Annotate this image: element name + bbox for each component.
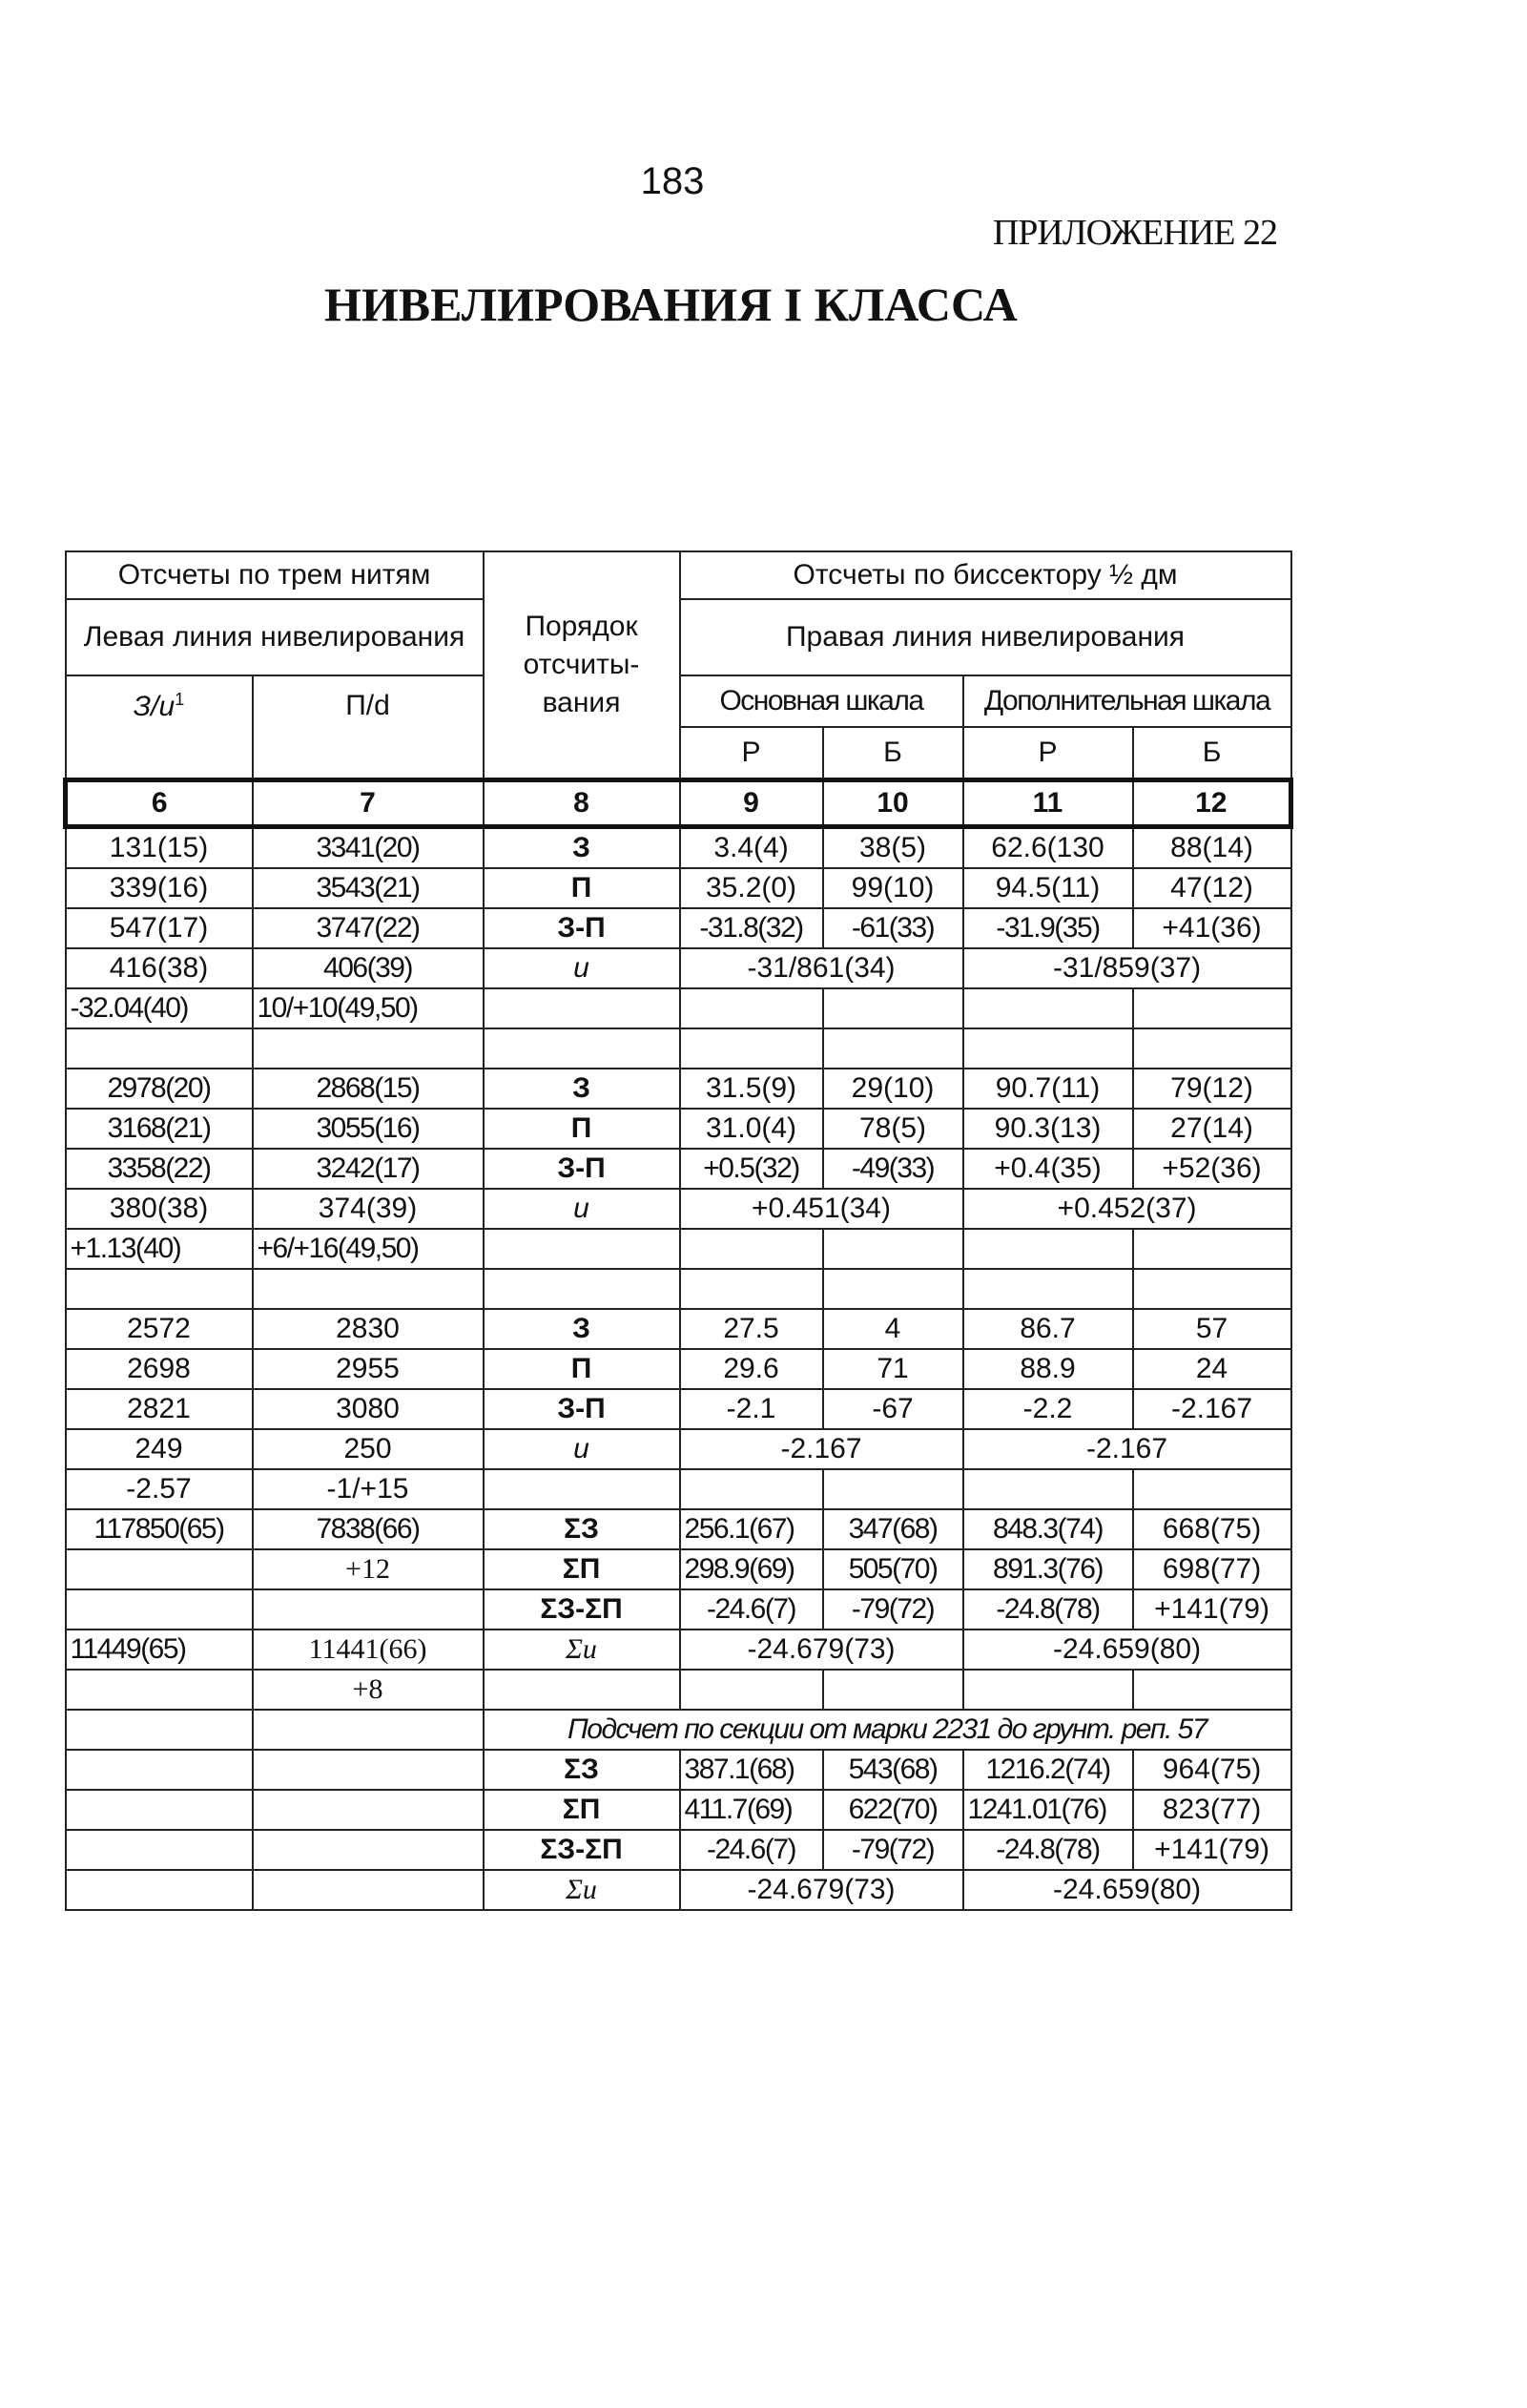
cell-c6: 2698 bbox=[66, 1349, 253, 1389]
table-row bbox=[66, 1309, 1291, 1349]
cell-c6 bbox=[66, 1710, 253, 1750]
section-row bbox=[66, 1830, 1291, 1870]
col-number: 12 bbox=[1133, 780, 1291, 827]
cell-u-main: -2.167 bbox=[680, 1429, 963, 1469]
cell-c6: 339(16) bbox=[66, 868, 253, 908]
cell-c10: 38(5) bbox=[823, 827, 963, 869]
cell-c10: 78(5) bbox=[823, 1109, 963, 1149]
cell-c10: -79(72) bbox=[823, 1589, 963, 1630]
cell-c11: 86.7 bbox=[963, 1309, 1133, 1349]
cell-c8: П bbox=[484, 1109, 680, 1149]
cell-u-extra: -2.167 bbox=[963, 1429, 1291, 1469]
cell-c6: 249 bbox=[66, 1429, 253, 1469]
column-number-row bbox=[66, 780, 1291, 827]
cell-c7 bbox=[253, 1710, 484, 1750]
table-row bbox=[66, 1109, 1291, 1149]
cell-u-extra: -24.659(80) bbox=[963, 1870, 1291, 1910]
col-number: 8 bbox=[484, 780, 680, 827]
cell-c10: 4 bbox=[823, 1309, 963, 1349]
cell-c7 bbox=[253, 1028, 484, 1069]
cell-c12 bbox=[1133, 1469, 1291, 1509]
table-row bbox=[66, 868, 1291, 908]
table-row bbox=[66, 1389, 1291, 1429]
cell-u-main: -24.679(73) bbox=[680, 1870, 963, 1910]
cell-c9: 298.9(69) bbox=[680, 1549, 823, 1589]
cell-c9 bbox=[680, 1229, 823, 1269]
cell-c11: 90.3(13) bbox=[963, 1109, 1133, 1149]
cell-c6: 131(15) bbox=[66, 827, 253, 869]
header-three-threads: Отсчеты по трем нитям bbox=[66, 551, 484, 599]
cell-c7: 11441(66) bbox=[253, 1630, 484, 1670]
cell-c12: +141(79) bbox=[1133, 1589, 1291, 1630]
cell-c9: 411.7(69) bbox=[680, 1790, 823, 1830]
cell-c11: +0.4(35) bbox=[963, 1149, 1133, 1189]
cell-c11 bbox=[963, 1670, 1133, 1710]
cell-c7: +12 bbox=[253, 1549, 484, 1589]
cell-c11: 891.3(76) bbox=[963, 1549, 1133, 1589]
cell-c8 bbox=[484, 1469, 680, 1509]
cell-c10: 622(70) bbox=[823, 1790, 963, 1830]
cell-c8: u bbox=[484, 1189, 680, 1229]
cell-c11: 1216.2(74) bbox=[963, 1750, 1133, 1790]
table-row bbox=[66, 1189, 1291, 1229]
cell-c10: 99(10) bbox=[823, 868, 963, 908]
cell-c12: 698(77) bbox=[1133, 1549, 1291, 1589]
table-row bbox=[66, 1349, 1291, 1389]
cell-c8: ΣП bbox=[484, 1790, 680, 1830]
cell-c10: 543(68) bbox=[823, 1750, 963, 1790]
col-number: 10 bbox=[823, 780, 963, 827]
cell-c9: 31.5(9) bbox=[680, 1069, 823, 1109]
cell-c7: 2868(15) bbox=[253, 1069, 484, 1109]
header-b-extra: Б bbox=[1133, 727, 1291, 780]
cell-c10: -79(72) bbox=[823, 1830, 963, 1870]
cell-c8: ΣЗ-ΣП bbox=[484, 1830, 680, 1870]
cell-c12: 88(14) bbox=[1133, 827, 1291, 869]
cell-c12 bbox=[1133, 1229, 1291, 1269]
cell-c11: -24.8(78) bbox=[963, 1589, 1133, 1630]
cell-c7 bbox=[253, 1830, 484, 1870]
cell-c6 bbox=[66, 1549, 253, 1589]
cell-c7: 3341(20) bbox=[253, 827, 484, 869]
cell-c6 bbox=[66, 1670, 253, 1710]
table-row bbox=[66, 1229, 1291, 1269]
cell-c10: -49(33) bbox=[823, 1149, 963, 1189]
cell-c10 bbox=[823, 1269, 963, 1309]
cell-c10: -67 bbox=[823, 1389, 963, 1429]
cell-c7: 3080 bbox=[253, 1389, 484, 1429]
cell-c7: -1/+15 bbox=[253, 1469, 484, 1509]
cell-c7: 406(39) bbox=[253, 948, 484, 988]
cell-c11: 94.5(11) bbox=[963, 868, 1133, 908]
cell-c8: З-П bbox=[484, 1389, 680, 1429]
cell-c7: +6/+16(49,50) bbox=[253, 1229, 484, 1269]
cell-c11: 90.7(11) bbox=[963, 1069, 1133, 1109]
cell-c9 bbox=[680, 1028, 823, 1069]
cell-c6 bbox=[66, 1870, 253, 1910]
cell-c8: З-П bbox=[484, 1149, 680, 1189]
cell-c8: П bbox=[484, 1349, 680, 1389]
cell-c6: -2.57 bbox=[66, 1469, 253, 1509]
cell-c10: 505(70) bbox=[823, 1549, 963, 1589]
cell-c9 bbox=[680, 1469, 823, 1509]
cell-c6: 2821 bbox=[66, 1389, 253, 1429]
cell-c6 bbox=[66, 1790, 253, 1830]
cell-c8: u bbox=[484, 948, 680, 988]
cell-c12: 964(75) bbox=[1133, 1750, 1291, 1790]
cell-c9: -2.1 bbox=[680, 1389, 823, 1429]
cell-c9: -24.6(7) bbox=[680, 1589, 823, 1630]
leveling-table bbox=[63, 550, 1293, 1911]
table-row bbox=[66, 1469, 1291, 1509]
cell-c8: З bbox=[484, 1309, 680, 1349]
cell-u-extra: -31/859(37) bbox=[963, 948, 1291, 988]
cell-c12: 79(12) bbox=[1133, 1069, 1291, 1109]
cell-c8: ΣП bbox=[484, 1549, 680, 1589]
table-row bbox=[66, 948, 1291, 988]
cell-c8: П bbox=[484, 868, 680, 908]
section-note: Подсчет по секции от марки 2231 до грунт. реп. 57 bbox=[484, 1710, 1291, 1750]
cell-c12: 47(12) bbox=[1133, 868, 1291, 908]
cell-c12: +52(36) bbox=[1133, 1149, 1291, 1189]
cell-c8: З bbox=[484, 1069, 680, 1109]
cell-c7: 7838(66) bbox=[253, 1509, 484, 1549]
cell-c7: 2955 bbox=[253, 1349, 484, 1389]
cell-c10: 71 bbox=[823, 1349, 963, 1389]
table-row bbox=[66, 1429, 1291, 1469]
cell-c7: +8 bbox=[253, 1670, 484, 1710]
cell-c7 bbox=[253, 1790, 484, 1830]
header-b-main: Б bbox=[823, 727, 963, 780]
cell-c9 bbox=[680, 1670, 823, 1710]
cell-c10 bbox=[823, 1028, 963, 1069]
cell-u-main: -24.679(73) bbox=[680, 1630, 963, 1670]
cell-c11: 848.3(74) bbox=[963, 1509, 1133, 1549]
cell-c8 bbox=[484, 1028, 680, 1069]
cell-c11: 88.9 bbox=[963, 1349, 1133, 1389]
cell-c9: 29.6 bbox=[680, 1349, 823, 1389]
cell-c12 bbox=[1133, 1670, 1291, 1710]
header-r-extra: Р bbox=[963, 727, 1133, 780]
sum-row bbox=[66, 1670, 1291, 1710]
cell-c6 bbox=[66, 1269, 253, 1309]
col-number: 6 bbox=[66, 780, 253, 827]
cell-c8: З bbox=[484, 827, 680, 869]
cell-c6: 3358(22) bbox=[66, 1149, 253, 1189]
section-row bbox=[66, 1750, 1291, 1790]
cell-c11 bbox=[963, 988, 1133, 1028]
section-row bbox=[66, 1790, 1291, 1830]
cell-c9: 27.5 bbox=[680, 1309, 823, 1349]
header-r-main: Р bbox=[680, 727, 823, 780]
cell-c7: 374(39) bbox=[253, 1189, 484, 1229]
header-row-1 bbox=[66, 551, 1291, 599]
cell-c8: ΣЗ-ΣП bbox=[484, 1589, 680, 1630]
cell-u-main: -31/861(34) bbox=[680, 948, 963, 988]
cell-c6 bbox=[66, 1750, 253, 1790]
cell-c12: -2.167 bbox=[1133, 1389, 1291, 1429]
cell-c9: 3.4(4) bbox=[680, 827, 823, 869]
cell-c6: 380(38) bbox=[66, 1189, 253, 1229]
cell-c6: 3168(21) bbox=[66, 1109, 253, 1149]
cell-c9 bbox=[680, 988, 823, 1028]
cell-c12: 823(77) bbox=[1133, 1790, 1291, 1830]
cell-c12 bbox=[1133, 1028, 1291, 1069]
sum-row bbox=[66, 1630, 1291, 1670]
cell-c8: Σu bbox=[484, 1870, 680, 1910]
cell-c7: 3055(16) bbox=[253, 1109, 484, 1149]
cell-c11 bbox=[963, 1269, 1133, 1309]
sum-row bbox=[66, 1589, 1291, 1630]
col-number: 7 bbox=[253, 780, 484, 827]
cell-c12 bbox=[1133, 988, 1291, 1028]
cell-c8: ΣЗ bbox=[484, 1509, 680, 1549]
cell-c9: -24.6(7) bbox=[680, 1830, 823, 1870]
cell-c8: ΣЗ bbox=[484, 1750, 680, 1790]
cell-c10: 29(10) bbox=[823, 1069, 963, 1109]
cell-c11: -24.8(78) bbox=[963, 1830, 1133, 1870]
cell-c7 bbox=[253, 1589, 484, 1630]
cell-c8: u bbox=[484, 1429, 680, 1469]
cell-c12: +141(79) bbox=[1133, 1830, 1291, 1870]
cell-c12 bbox=[1133, 1269, 1291, 1309]
cell-c8 bbox=[484, 1269, 680, 1309]
cell-c10 bbox=[823, 1469, 963, 1509]
cell-c7 bbox=[253, 1870, 484, 1910]
cell-c9: 256.1(67) bbox=[680, 1509, 823, 1549]
header-bisector: Отсчеты по биссектору ½ дм bbox=[680, 551, 1291, 599]
cell-c11: -31.9(35) bbox=[963, 908, 1133, 948]
cell-c6: 11449(65) bbox=[66, 1630, 253, 1670]
cell-c10 bbox=[823, 1670, 963, 1710]
cell-c11: 62.6(130 bbox=[963, 827, 1133, 869]
cell-c11 bbox=[963, 1469, 1133, 1509]
cell-c8 bbox=[484, 1670, 680, 1710]
cell-c11 bbox=[963, 1229, 1133, 1269]
cell-c10 bbox=[823, 988, 963, 1028]
cell-c12: +41(36) bbox=[1133, 908, 1291, 948]
header-left-line bbox=[66, 599, 484, 675]
cell-c10: -61(33) bbox=[823, 908, 963, 948]
cell-c9: +0.5(32) bbox=[680, 1149, 823, 1189]
header-left-line-text: Левая линия нивелирования bbox=[83, 621, 465, 653]
cell-c6: 547(17) bbox=[66, 908, 253, 948]
page-number: 183 bbox=[640, 160, 705, 202]
cell-c7: 3242(17) bbox=[253, 1149, 484, 1189]
header-order bbox=[484, 551, 680, 780]
cell-c7: 10/+10(49,50) bbox=[253, 988, 484, 1028]
cell-c7 bbox=[253, 1269, 484, 1309]
cell-c8 bbox=[484, 1229, 680, 1269]
cell-c6 bbox=[66, 1589, 253, 1630]
table-row bbox=[66, 988, 1291, 1028]
header-main-scale: Основная шкала bbox=[680, 675, 963, 727]
section-note-row bbox=[66, 1710, 1291, 1750]
header-extra-scale: Дополнительная шкала bbox=[963, 675, 1291, 727]
cell-c8: Σu bbox=[484, 1630, 680, 1670]
cell-c9 bbox=[680, 1269, 823, 1309]
header-col6-sup: 1 bbox=[175, 690, 185, 709]
cell-c12: 668(75) bbox=[1133, 1509, 1291, 1549]
cell-c10 bbox=[823, 1229, 963, 1269]
cell-u-extra: -24.659(80) bbox=[963, 1630, 1291, 1670]
cell-c6: 416(38) bbox=[66, 948, 253, 988]
table-row bbox=[66, 1069, 1291, 1109]
cell-u-main: +0.451(34) bbox=[680, 1189, 963, 1229]
header-col6-text: З/u bbox=[133, 691, 175, 722]
cell-c6: +1.13(40) bbox=[66, 1229, 253, 1269]
cell-c6 bbox=[66, 1830, 253, 1870]
cell-u-extra: +0.452(37) bbox=[963, 1189, 1291, 1229]
section-row bbox=[66, 1870, 1291, 1910]
header-col7-text: П/d bbox=[345, 690, 390, 721]
table-row bbox=[66, 1149, 1291, 1189]
header-right-line: Правая линия нивелирования bbox=[680, 599, 1291, 675]
appendix-label: ПРИЛОЖЕНИЕ 22 bbox=[992, 213, 1277, 253]
table-row-empty bbox=[66, 1269, 1291, 1309]
header-col7 bbox=[253, 675, 484, 780]
cell-c12: 57 bbox=[1133, 1309, 1291, 1349]
cell-c11: -2.2 bbox=[963, 1389, 1133, 1429]
cell-c7 bbox=[253, 1750, 484, 1790]
sum-row bbox=[66, 1549, 1291, 1589]
cell-c6: 2978(20) bbox=[66, 1069, 253, 1109]
page-title: НИВЕЛИРОВАНИЯ I КЛАССА bbox=[324, 278, 1018, 331]
table-row-empty bbox=[66, 1028, 1291, 1069]
cell-c7: 2830 bbox=[253, 1309, 484, 1349]
cell-c11: 1241.01(76) bbox=[963, 1790, 1133, 1830]
cell-c12: 24 bbox=[1133, 1349, 1291, 1389]
cell-c7: 250 bbox=[253, 1429, 484, 1469]
table-row bbox=[66, 827, 1291, 869]
col-number: 9 bbox=[680, 780, 823, 827]
cell-c10: 347(68) bbox=[823, 1509, 963, 1549]
sum-row bbox=[66, 1509, 1291, 1549]
col-number: 11 bbox=[963, 780, 1133, 827]
cell-c9: 387.1(68) bbox=[680, 1750, 823, 1790]
cell-c12: 27(14) bbox=[1133, 1109, 1291, 1149]
cell-c8: З-П bbox=[484, 908, 680, 948]
cell-c7: 3543(21) bbox=[253, 868, 484, 908]
cell-c6 bbox=[66, 1028, 253, 1069]
header-order-text: Порядок отсчиты- вания bbox=[523, 611, 640, 718]
cell-c6: 2572 bbox=[66, 1309, 253, 1349]
cell-c9: -31.8(32) bbox=[680, 908, 823, 948]
cell-c9: 35.2(0) bbox=[680, 868, 823, 908]
header-col6 bbox=[66, 675, 253, 780]
cell-c11 bbox=[963, 1028, 1133, 1069]
table-row bbox=[66, 908, 1291, 948]
cell-c9: 31.0(4) bbox=[680, 1109, 823, 1149]
cell-c8 bbox=[484, 988, 680, 1028]
cell-c6: 117850(65) bbox=[66, 1509, 253, 1549]
cell-c6: -32.04(40) bbox=[66, 988, 253, 1028]
cell-c7: 3747(22) bbox=[253, 908, 484, 948]
